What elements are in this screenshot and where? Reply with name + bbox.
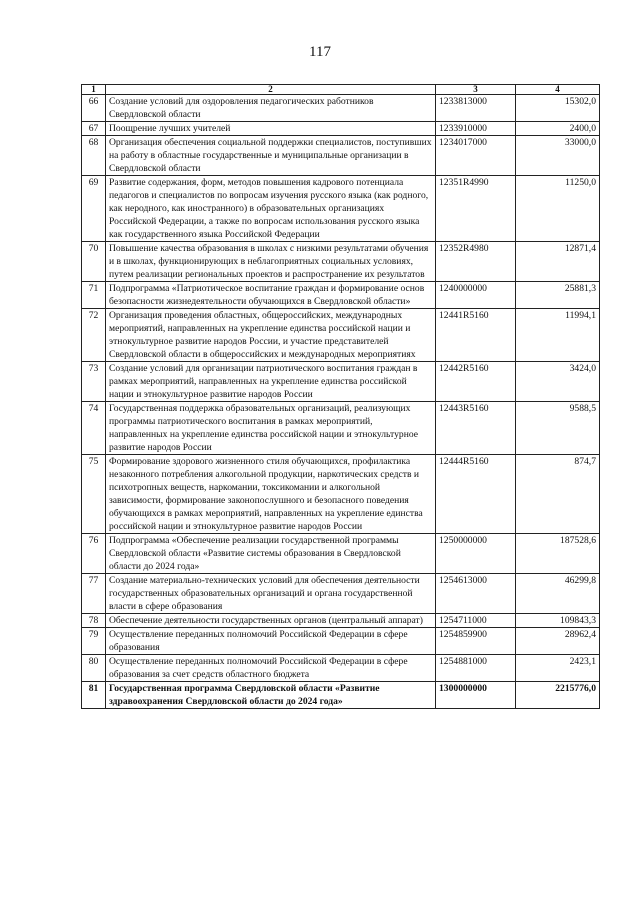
row-name: Создание условий для организации патриотического воспитания граждан в рамках мероприятий, направленных на укрепление единства российской нации и этнокультурное развитие народов России	[106, 362, 436, 402]
row-name: Государственная поддержка образовательных организаций, реализующих программы патриотического воспитания в рамках мероприятий, направленных на укрепление единства российской нации и этнокультурное развитие народов России	[106, 402, 436, 455]
table-row	[82, 176, 600, 242]
table-row	[82, 282, 600, 309]
row-number: 80	[82, 655, 106, 682]
row-number: 75	[82, 455, 106, 534]
row-name: Формирование здорового жизненного стиля обучающихся, профилактика незаконного потребления алкогольной продукции, наркотических средств и психотропных веществ, наркомании, токсикомании и алкогольной зависимости, формирование законопослушного и безопасного поведения обучающихся в рамках мероприятий, направленных на укрепление единства российской нации и этнокультурное развитие народов России	[106, 455, 436, 534]
page-number: 117	[309, 44, 331, 60]
table-row	[82, 682, 600, 709]
row-code: 1234017000	[436, 136, 516, 176]
row-number: 73	[82, 362, 106, 402]
row-number: 66	[82, 95, 106, 122]
row-number: 72	[82, 309, 106, 362]
row-code: 1300000000	[436, 682, 516, 709]
row-amount: 2423,1	[516, 655, 600, 682]
row-amount: 11994,1	[516, 309, 600, 362]
row-amount: 2400,0	[516, 122, 600, 136]
row-name: Организация проведения областных, общероссийских, международных мероприятий, направленных на укрепление единства российской нации и этнокультурное развитие народов России, и участие представителей Свердловской области в общероссийских и международных мероприятиях	[106, 309, 436, 362]
row-code: 12442R5160	[436, 362, 516, 402]
row-number: 70	[82, 242, 106, 282]
row-code: 1254859900	[436, 628, 516, 655]
row-number: 81	[82, 682, 106, 709]
row-code: 1254613000	[436, 574, 516, 614]
row-amount: 874,7	[516, 455, 600, 534]
row-name: Подпрограмма «Обеспечение реализации государственной программы Свердловской области «Развитие системы образования в Свердловской области до 2024 года»	[106, 534, 436, 574]
row-number: 77	[82, 574, 106, 614]
row-code: 12352R4980	[436, 242, 516, 282]
row-number: 76	[82, 534, 106, 574]
row-amount: 11250,0	[516, 176, 600, 242]
row-amount: 109843,3	[516, 614, 600, 628]
table-row	[82, 122, 600, 136]
row-amount: 33000,0	[516, 136, 600, 176]
table-row	[82, 362, 600, 402]
row-name: Создание материально-технических условий для обеспечения деятельности государственных образовательных организаций и органа государственной власти в сфере образования	[106, 574, 436, 614]
table-row	[82, 628, 600, 655]
row-code: 1254881000	[436, 655, 516, 682]
table-header-row	[82, 85, 600, 95]
row-amount: 15302,0	[516, 95, 600, 122]
row-code: 12441R5160	[436, 309, 516, 362]
header-col-2: 2	[106, 85, 436, 95]
row-code: 1240000000	[436, 282, 516, 309]
row-code: 1254711000	[436, 614, 516, 628]
row-name: Поощрение лучших учителей	[106, 122, 436, 136]
row-amount: 12871,4	[516, 242, 600, 282]
row-name: Организация обеспечения социальной поддержки специалистов, поступивших на работу в областные государственные и муниципальные организации в Свердловской области	[106, 136, 436, 176]
table-row	[82, 402, 600, 455]
row-code: 12443R5160	[436, 402, 516, 455]
row-code: 1250000000	[436, 534, 516, 574]
header-col-1: 1	[82, 85, 106, 95]
row-name: Развитие содержания, форм, методов повышения кадрового потенциала педагогов и специалистов по вопросам изучения русского языка (как родного, как неродного, как иностранного) в образовательных организациях Российской Федерации, а также по вопросам использования русского языка как государственного языка Российской Федерации	[106, 176, 436, 242]
table-row	[82, 455, 600, 534]
table-row	[82, 655, 600, 682]
row-number: 67	[82, 122, 106, 136]
row-code: 12444R5160	[436, 455, 516, 534]
header-col-4: 4	[516, 85, 600, 95]
row-number: 69	[82, 176, 106, 242]
row-number: 68	[82, 136, 106, 176]
row-name: Государственная программа Свердловской области «Развитие здравоохранения Свердловской области до 2024 года»	[106, 682, 436, 709]
table-row	[82, 136, 600, 176]
header-col-3: 3	[436, 85, 516, 95]
table-row	[82, 534, 600, 574]
row-amount: 9588,5	[516, 402, 600, 455]
row-amount: 25881,3	[516, 282, 600, 309]
row-name: Обеспечение деятельности государственных органов (центральный аппарат)	[106, 614, 436, 628]
row-name: Подпрограмма «Патриотическое воспитание граждан и формирование основ безопасности жизнедеятельности обучающихся в Свердловской области»	[106, 282, 436, 309]
row-name: Создание условий для оздоровления педагогических работников Свердловской области	[106, 95, 436, 122]
table-row	[82, 309, 600, 362]
table-row	[82, 95, 600, 122]
row-number: 79	[82, 628, 106, 655]
row-number: 78	[82, 614, 106, 628]
row-number: 74	[82, 402, 106, 455]
row-code: 1233910000	[436, 122, 516, 136]
row-amount: 46299,8	[516, 574, 600, 614]
row-name: Осуществление переданных полномочий Российской Федерации в сфере образования	[106, 628, 436, 655]
row-name: Повышение качества образования в школах с низкими результатами обучения и в школах, функционирующих в неблагоприятных социальных условиях, путем реализации региональных проектов и распространение их результатов	[106, 242, 436, 282]
row-amount: 3424,0	[516, 362, 600, 402]
row-amount: 187528,6	[516, 534, 600, 574]
row-amount: 2215776,0	[516, 682, 600, 709]
row-code: 12351R4990	[436, 176, 516, 242]
budget-table	[81, 84, 600, 709]
row-name: Осуществление переданных полномочий Российской Федерации в сфере образования за счет средств областного бюджета	[106, 655, 436, 682]
table-body	[82, 95, 600, 709]
row-code: 1233813000	[436, 95, 516, 122]
row-amount: 28962,4	[516, 628, 600, 655]
table-row	[82, 614, 600, 628]
row-number: 71	[82, 282, 106, 309]
table-row	[82, 574, 600, 614]
table-row	[82, 242, 600, 282]
